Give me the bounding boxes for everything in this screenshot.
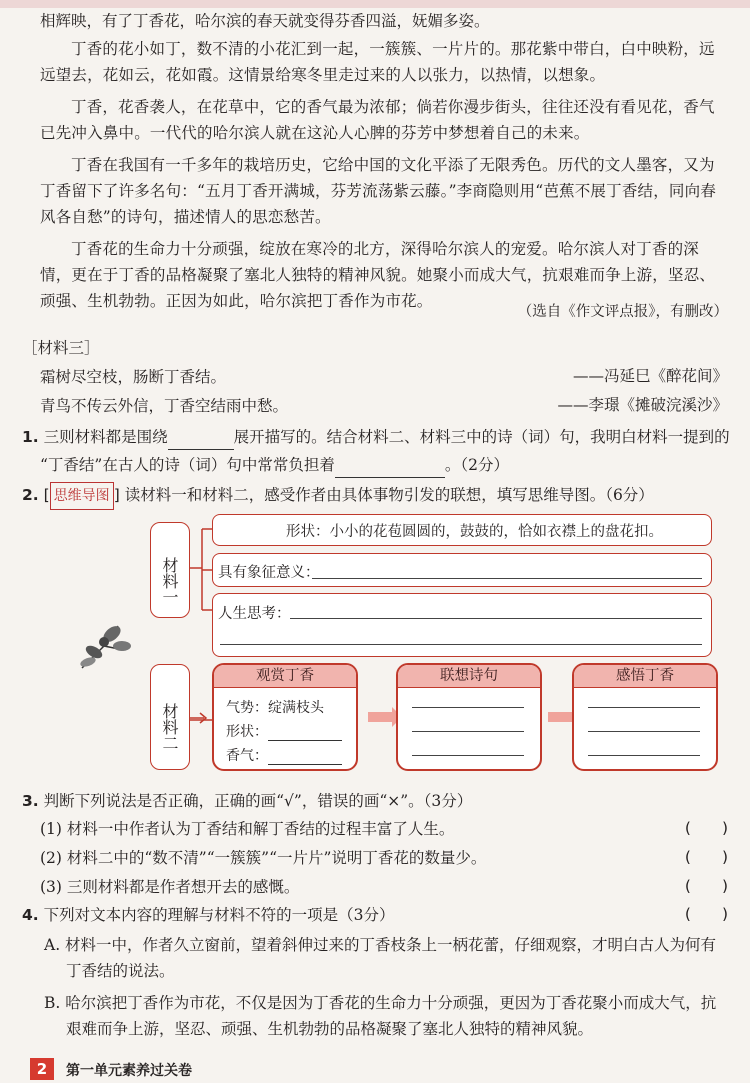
question-1-text-d: 。（2分） (444, 456, 509, 474)
card-poems-line-1[interactable] (412, 707, 524, 708)
question-3-statement-3: (3) 三则材料都是作者想开去的感慨。 (40, 878, 300, 896)
card-observe-shape-blank[interactable] (268, 740, 342, 741)
poem-1: 霜树尽空枝，肠断丁香结。 (40, 368, 227, 386)
card-feel-title: 感悟丁香 (574, 665, 716, 688)
mindmap-thinking-answer-line-1[interactable] (290, 618, 702, 619)
paragraph-continued: 相辉映，有了丁香花，哈尔滨的春天就变得芬香四溢，妩媚多姿。 (40, 12, 490, 30)
page-number-badge: 2 (30, 1058, 54, 1080)
poem-2-author: ——李璟《摊破浣溪沙》 (557, 396, 728, 414)
card-observe-title: 观赏丁香 (214, 665, 356, 688)
mindmap-tag: [ 思维导图 ] (44, 486, 120, 504)
question-3 (22, 788, 730, 814)
mindmap-shape-text: 形状：小小的花苞圆圆的，鼓鼓的，恰如衣襟上的盘花扣。 (286, 524, 663, 540)
question-3-answer-1[interactable]: ( ) (684, 819, 728, 837)
card-poems-title: 联想诗句 (398, 665, 540, 688)
question-1-text-b: 展开描写的。结合材料二、材料三中的诗（词）句，我明白材料一提到的 (233, 428, 730, 446)
card-feel-lilac (572, 663, 718, 771)
card-observe-shape-label: 形状： (226, 724, 268, 740)
material3-title: ［材料三］ (22, 339, 100, 357)
mindmap-thinking-label: 人生思考： (218, 606, 291, 622)
arrow-right-icon-2 (548, 712, 572, 722)
card-poems-line-3[interactable] (412, 755, 524, 756)
card-observe-fragrance-blank[interactable] (268, 764, 342, 765)
question-1-text-c: “丁香结”在古人的诗（词）句中常常负担着 (40, 456, 335, 474)
question-3-statement-2: (2) 材料二中的“数不清”“一簇簇”“一片片”说明丁香花的数量少。 (40, 849, 487, 867)
question-4 (22, 902, 730, 928)
question-4-answer[interactable]: ( ) (684, 905, 728, 923)
question-4-text: 下列对文本内容的理解与材料不符的一项是（3分） (43, 906, 395, 924)
question-4-option-b[interactable]: B. 哈尔滨把丁香作为市花，不仅是因为丁香花的生命力十分顽强，更因为丁香花聚小而成大气，抗艰难而争上游，坚忍、顽强、生机勃勃的品格凝聚了塞北人独特的精神风貌。 (44, 994, 717, 1038)
card-poems-line-2[interactable] (412, 731, 524, 732)
paragraph-fragrance: 丁香，花香袭人，在花草中，它的香气最为浓郁；倘若你漫步街头，往往还没有看见花，香气已先冲入鼻中。一代代的哈尔滨人就在这沁人心脾的芬芳中梦想着自己的未来。 (40, 98, 715, 142)
arrow-right-icon (368, 712, 392, 722)
mindmap-thinking-answer-line-2[interactable] (220, 644, 702, 645)
card-observe-fragrance (226, 745, 342, 765)
question-1-number: 1. (22, 428, 39, 446)
question-3-answer-3[interactable]: ( ) (684, 877, 728, 895)
card-observe-shape (226, 721, 342, 741)
paragraph-flower-shape: 丁香的花小如丁，数不清的小花汇到一起，一簇簇、一片片的。那花紫中带白，白中映粉，远远望去，花如云，花如霞。这情景给寒冬里走过来的人以张力，以热情，以想象。 (40, 40, 715, 84)
lilac-illustration (74, 616, 134, 674)
question-2-text: 读材料一和材料二，感受作者由具体事物引发的联想，填写思维导图。（6分） (124, 486, 654, 504)
card-observe-fragrance-label: 香气： (226, 748, 268, 764)
paragraph-history: 丁香在我国有一千多年的栽培历史，它给中国的文化平添了无限秀色。历代的文人墨客，又为丁香留下了许多名句：“五月丁香开满城，芬芳流荡紫云藤。”李商隐则用“芭蕉不展丁香结，同向春风各自愁”的诗句，描述情人的思恋愁苦。 (40, 156, 717, 226)
card-feel-line-1[interactable] (588, 707, 700, 708)
mindmap-symbol-label: 具有象征意义： (218, 565, 320, 581)
poem-2: 青鸟不传云外信，丁香空结雨中愁。 (40, 397, 289, 415)
material2-label: 材料二 (150, 664, 190, 770)
question-3-answer-2[interactable]: ( ) (684, 848, 728, 866)
footer-title: 第一单元素养过关卷 (66, 1063, 192, 1079)
material1-label: 材料一 (150, 522, 190, 618)
question-1-text-a: 三则材料都是围绕 (43, 428, 168, 446)
question-4-number: 4. (22, 906, 39, 924)
question-3-text: 判断下列说法是否正确，正确的画“√”，错误的画“×”。（3分） (43, 792, 473, 810)
question-3-number: 3. (22, 792, 39, 810)
question-4-option-a[interactable]: A. 材料一中，作者久立窗前，望着斜伸过来的丁香枝条上一柄花蕾，仔细观察，才明白古人为何有丁香结的说法。 (44, 936, 717, 980)
card-observe-lilac (212, 663, 358, 771)
mindmap-tag-label: 思维导图 (50, 482, 114, 510)
question-2-number: 2. (22, 486, 39, 504)
card-feel-line-3[interactable] (588, 755, 700, 756)
card-observe-momentum: 气势：绽满枝头 (226, 700, 324, 716)
source-citation: （选自《作文评点报》，有删改） (517, 304, 728, 320)
mindmap-symbol-answer-line[interactable] (312, 578, 702, 579)
card-feel-line-2[interactable] (588, 731, 700, 732)
paragraph-vitality: 丁香花的生命力十分顽强，绽放在寒冷的北方，深得哈尔滨人的宠爱。哈尔滨人对丁香的深情，更在于丁香的品格凝聚了塞北人独特的精神风貌。她聚小而成大气，抗艰难而争上游，坚忍、顽强、生机勃勃。正因为如此，哈尔滨把丁香作为市花。 (40, 240, 716, 310)
card-associate-poems (396, 663, 542, 771)
poem-1-author: ——冯延巳《醉花间》 (572, 367, 728, 385)
question-3-statement-1: (1) 材料一中作者认为丁香结和解丁香结的过程丰富了人生。 (40, 820, 455, 838)
arrow-into-card-icon (190, 710, 214, 726)
